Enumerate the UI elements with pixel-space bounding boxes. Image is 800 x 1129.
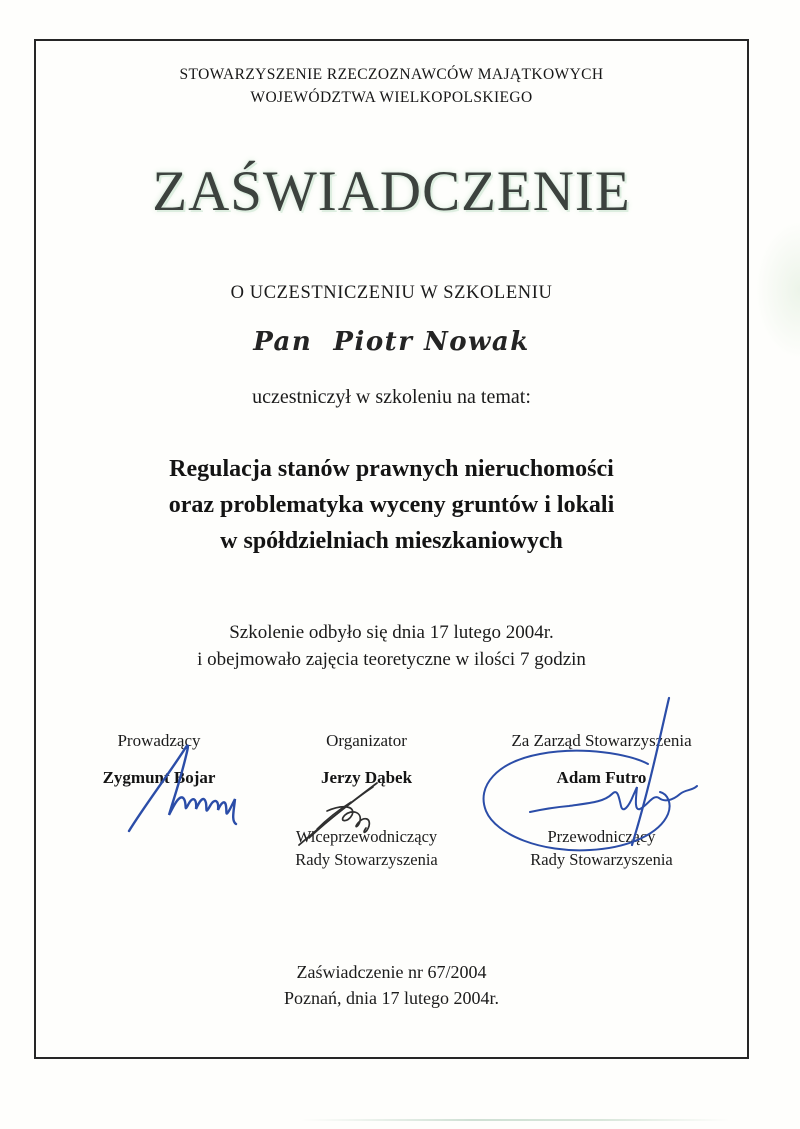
signatory-titles <box>264 825 469 871</box>
signatory-title-1: Wiceprzewodniczący <box>295 827 438 846</box>
signatory-role: Za Zarząd Stowarzyszenia <box>511 731 692 750</box>
signatory-role: Prowadzący <box>117 731 201 750</box>
details-line-1: Szkolenie odbyło się dnia 17 lutego 2004r. <box>229 622 554 643</box>
organization-line-1: STOWARZYSZENIE RZECZOZNAWCÓW MAJĄTKOWYCH <box>179 66 604 83</box>
signatory-column-organizator <box>264 731 469 871</box>
signatory-role: Organizator <box>326 731 407 750</box>
certificate-place-date: Poznań, dnia 17 lutego 2004r. <box>284 988 499 1008</box>
signatory-name: Zygmunt Bojar <box>102 768 216 787</box>
signatory-name: Adam Futro <box>556 768 647 787</box>
signatory-name: Jerzy Dąbek <box>320 768 413 787</box>
signatory-titles <box>464 825 739 871</box>
training-topic <box>36 451 747 559</box>
intro-text: uczestniczył w szkoleniu na temat: <box>252 386 531 408</box>
scan-artifact-line <box>300 1119 730 1121</box>
signatory-title-2: Rady Stowarzyszenia <box>530 850 673 869</box>
certificate-number: Zaświadczenie nr 67/2004 <box>296 962 487 982</box>
certificate-footer <box>36 959 747 1011</box>
topic-line-1: Regulacja stanów prawnych nieruchomości <box>169 456 614 482</box>
certificate-title: ZAŚWIADCZENIE <box>152 160 631 223</box>
signatory-title-1: Przewodniczący <box>547 827 656 846</box>
organization-line-2: WOJEWÓDZTWA WIELKOPOLSKIEGO <box>250 89 533 106</box>
scan-edge-tint <box>755 220 800 360</box>
certificate-border-frame <box>34 39 749 1059</box>
organization-header <box>36 63 747 109</box>
details-line-2: i obejmowało zajęcia teoretyczne w ilości 7 godzin <box>197 649 586 670</box>
topic-line-2: oraz problematyka wyceny gruntów i lokali <box>168 492 615 518</box>
training-details <box>36 619 747 673</box>
certificate-subtitle: O UCZESTNICZENIU W SZKOLENIU <box>230 283 553 303</box>
signatory-title-2: Rady Stowarzyszenia <box>295 850 438 869</box>
recipient-name: Pan Piotr Nowak <box>253 327 530 357</box>
signatory-column-zarzad <box>464 731 739 871</box>
topic-line-3: w spółdzielniach mieszkaniowych <box>220 528 563 554</box>
signatory-column-prowadzacy <box>64 731 254 788</box>
